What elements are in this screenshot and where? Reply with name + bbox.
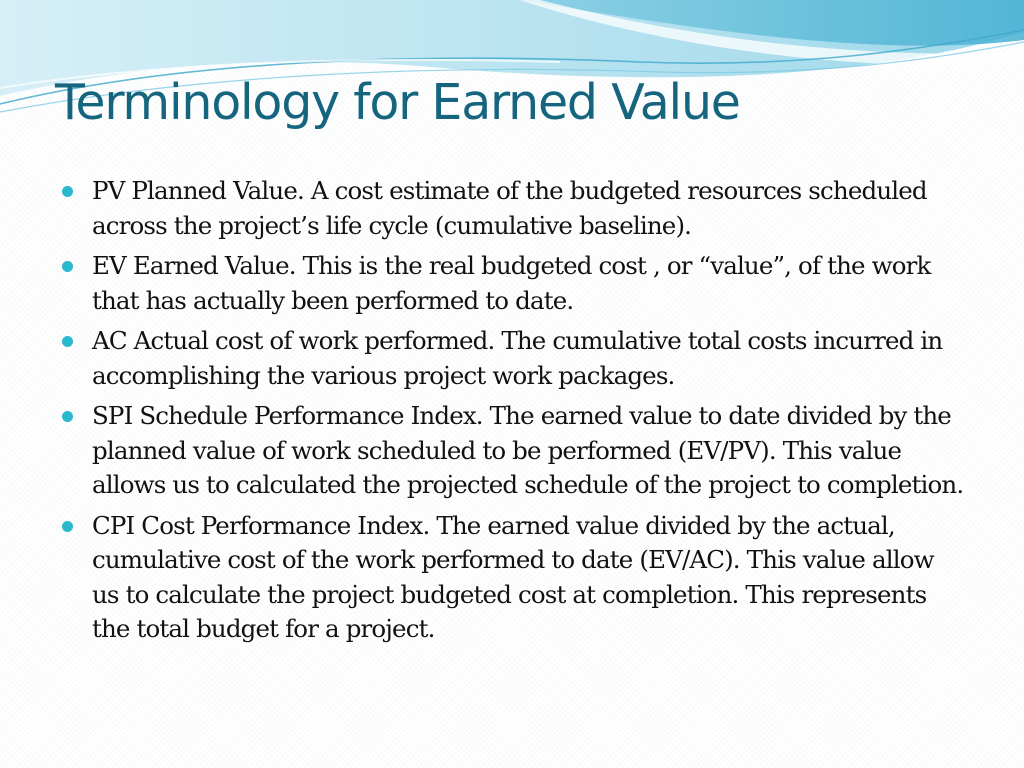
bullet-text: AC Actual cost of work performed. The cumulative total costs incurred in accomplishing the various project work packages.: [92, 326, 943, 390]
bullet-item-ev: [60, 249, 965, 318]
bullet-item-ac: [60, 324, 965, 393]
bullet-dot-icon: [62, 411, 73, 422]
bullet-item-spi: [60, 399, 965, 503]
slide-title: Terminology for Earned Value: [55, 74, 740, 131]
bullet-text: SPI Schedule Performance Index. The earned value to date divided by the planned value of work scheduled to be performed (EV/PV). This value allows us to calculated the projected schedule of the project to completion.: [92, 401, 964, 499]
bullet-text: EV Earned Value. This is the real budgeted cost , or “value”, of the work that has actually been performed to date.: [92, 251, 931, 315]
bullet-dot-icon: [62, 521, 73, 532]
bullet-item-cpi: [60, 509, 965, 647]
bullet-dot-icon: [62, 186, 73, 197]
bullet-dot-icon: [62, 261, 73, 272]
bullet-dot-icon: [62, 336, 73, 347]
bullet-list: [60, 174, 965, 653]
bullet-text: PV Planned Value. A cost estimate of the budgeted resources scheduled across the project’s life cycle (cumulative baseline).: [92, 176, 927, 240]
bullet-item-pv: [60, 174, 965, 243]
bullet-text: CPI Cost Performance Index. The earned value divided by the actual, cumulative cost of the work performed to date (EV/AC). This value allow us to calculate the project budgeted cost at completion. This represents the total budget for a project.: [92, 510, 934, 643]
